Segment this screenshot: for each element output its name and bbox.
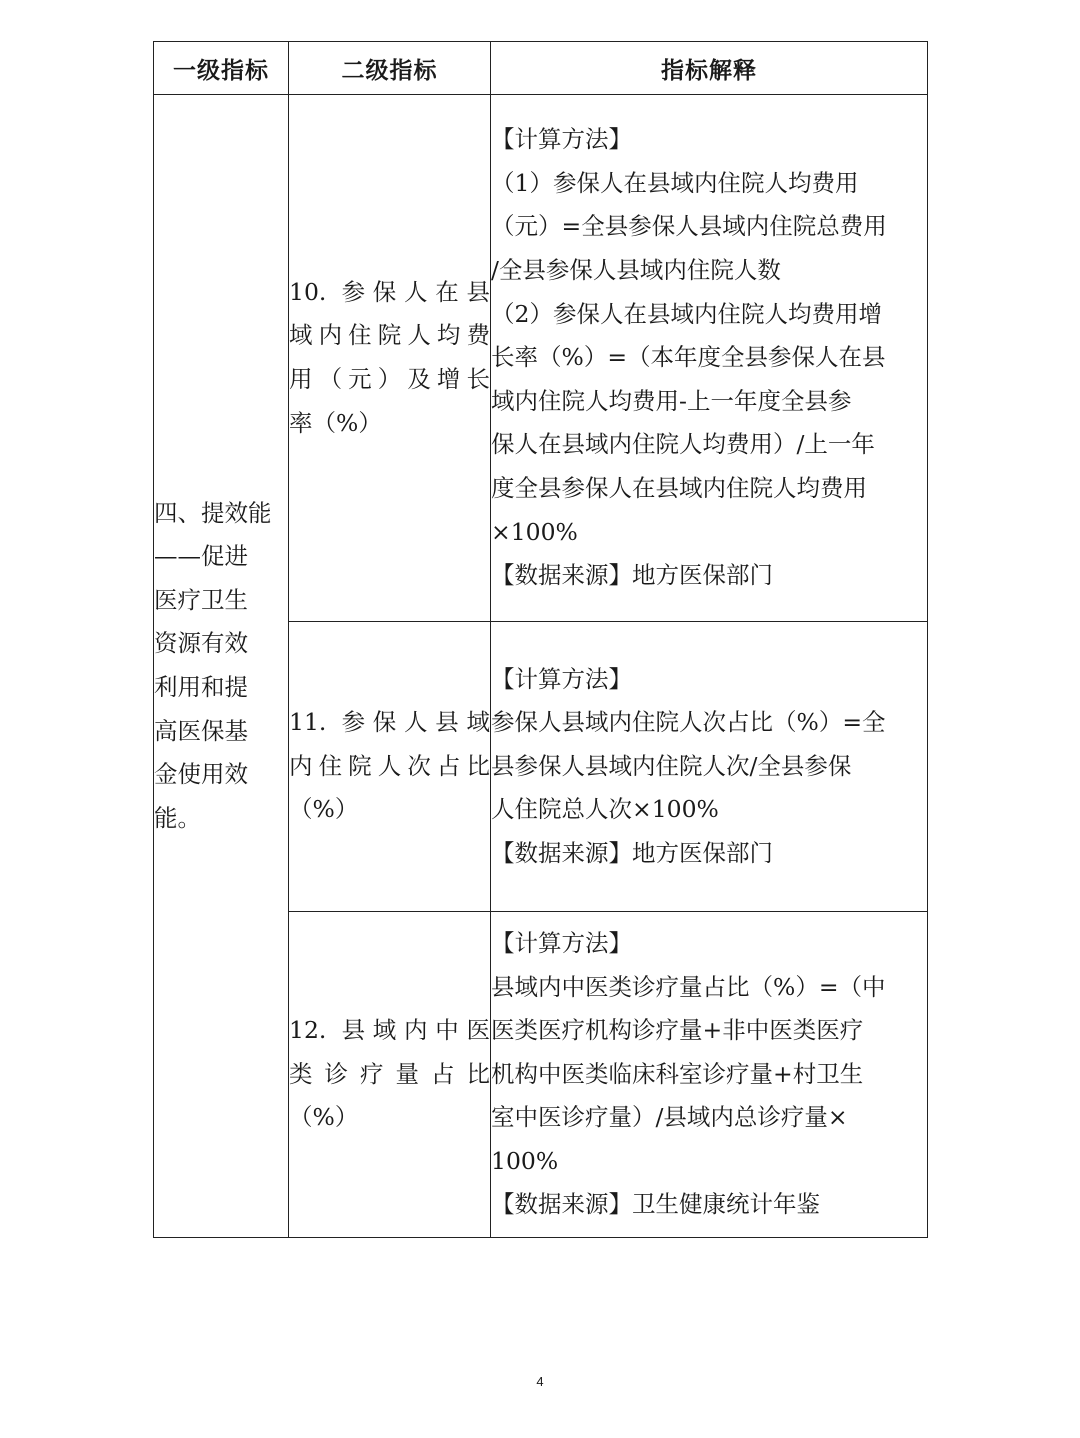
primary-indicator-cell (154, 95, 289, 1238)
explanation-line: /全县参保人县域内住院人数 (491, 256, 781, 285)
indicator-table (153, 41, 928, 1238)
table-row-10 (154, 95, 928, 622)
secondary-indicator-cell (289, 912, 491, 1238)
header-primary-indicator: 一级指标 (154, 42, 289, 95)
explanation-line: 长率（%）=（本年度全县参保人在县 (491, 343, 886, 372)
secondary-indicator-line: 率（%） (289, 408, 382, 437)
secondary-indicator-line: （%） (289, 1103, 359, 1132)
secondary-indicator-line: 类诊疗量占比 (289, 1059, 490, 1088)
explanation-line: 【数据来源】地方医保部门 (491, 838, 773, 867)
primary-indicator-line: 资源有效 (154, 629, 248, 658)
secondary-indicator-cell (289, 622, 491, 912)
primary-indicator-line: 医疗卫生 (154, 585, 248, 614)
explanation-line: 医类医疗机构诊疗量+非中医类医疗 (491, 1016, 864, 1045)
secondary-indicator-line: 12. 县域内中医 (289, 1016, 490, 1045)
explanation-line: 【计算方法】 (491, 125, 632, 154)
secondary-indicator-line: 11. 参保人县域 (289, 708, 490, 737)
explanation-line: 县参保人县域内住院人次/全县参保 (491, 751, 852, 780)
explanation-line: （2）参保人在县域内住院人均费用增 (491, 299, 882, 328)
explanation-line: 参保人县域内住院人次占比（%）=全 (491, 708, 886, 737)
primary-indicator-line: ——促进 (154, 542, 248, 571)
secondary-indicator-line: 内住院人次占比 (289, 751, 490, 780)
explanation-cell (491, 912, 928, 1238)
explanation-line: 【计算方法】 (491, 664, 632, 693)
primary-indicator-line: 金使用效 (154, 760, 248, 789)
explanation-line: 【数据来源】地方医保部门 (491, 561, 773, 590)
explanation-line: （元）=全县参保人县域内住院总费用 (491, 212, 887, 241)
explanation-line: （1）参保人在县域内住院人均费用 (491, 168, 859, 197)
explanation-line: 保人在县域内住院人均费用）/上一年 (491, 430, 875, 459)
explanation-line: 人住院总人次×100% (491, 795, 719, 824)
header-secondary-indicator: 二级指标 (289, 42, 491, 95)
secondary-indicator-line: （%） (289, 795, 359, 824)
explanation-line: 域内住院人均费用-上一年度全县参 (491, 386, 852, 415)
secondary-indicator-line: 10. 参保人在县 (289, 277, 490, 306)
secondary-indicator-line: 用（元）及增长 (289, 365, 490, 393)
primary-indicator-line: 高医保基 (154, 716, 248, 745)
primary-indicator-line: 能。 (154, 803, 201, 832)
explanation-line: 【计算方法】 (491, 928, 632, 957)
primary-indicator-line: 利用和提 (154, 673, 248, 701)
explanation-line: 室中医诊疗量）/县域内总诊疗量× (491, 1103, 848, 1132)
page-number: 4 (536, 1374, 544, 1389)
header-indicator-explanation: 指标解释 (491, 42, 928, 95)
explanation-line: 度全县参保人在县域内住院人均费用 (491, 473, 867, 502)
secondary-indicator-cell (289, 95, 491, 622)
explanation-cell (491, 622, 928, 912)
explanation-line: ×100% (491, 517, 578, 546)
primary-indicator-line: 四、提效能 (154, 498, 272, 527)
explanation-line: 县域内中医类诊疗量占比（%）=（中 (491, 972, 886, 1001)
explanation-line: 100% (491, 1146, 559, 1175)
explanation-cell (491, 95, 928, 622)
explanation-line: 机构中医类临床科室诊疗量+村卫生 (491, 1059, 864, 1088)
header-row (154, 42, 928, 95)
explanation-line: 【数据来源】卫生健康统计年鉴 (491, 1190, 820, 1219)
secondary-indicator-line: 域内住院人均费 (289, 321, 490, 350)
